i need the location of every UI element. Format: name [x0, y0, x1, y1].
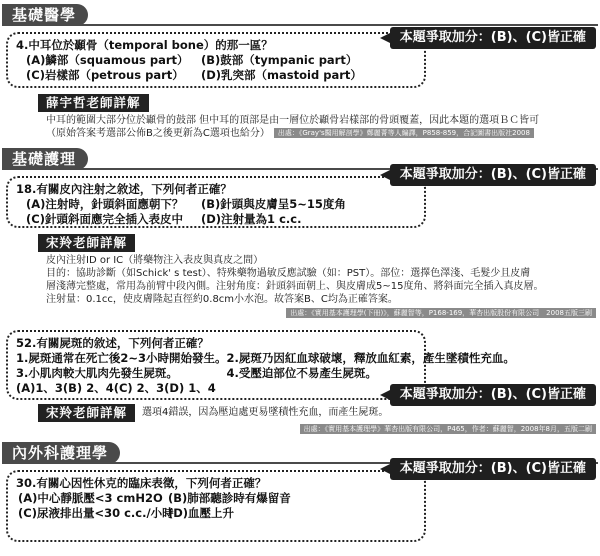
explanation-line: 注射量：0.1cc，使皮膚隆起直徑約0.8cm小水泡。故答案B、C均為正確答案。 [46, 294, 398, 305]
teacher-explanation-tag: 薛宇哲老師詳解 [38, 94, 149, 112]
explanation-line: （原始答案考選部公佈B之後更新為C選項也給分） 出處：《Gray's醫用解剖學》鄭麗菁等人編譯，P858-859，合記圖書出版社2008 [46, 127, 596, 140]
option-a: (A)中心靜脈壓<3 cmH2O [18, 491, 163, 505]
bonus-badge: 本題爭取加分：(B)、(C)皆正確 [390, 164, 596, 186]
option-d: (D)血壓上升 [168, 506, 235, 520]
option-a: (A)鱗部（squamous part） [26, 53, 189, 67]
option-d: (D)乳突部（mastoid part） [201, 68, 362, 82]
answer-choices: (A)1、3(B) 2、4(C) 2、3(D) 1、4 [16, 381, 216, 395]
option-c: (C)針頭斜面應完全插入表皮中 [26, 212, 183, 226]
section-header-basic-medicine [2, 4, 598, 26]
bonus-badge: 本題爭取加分：(B)、(C)皆正確 [390, 458, 596, 480]
question-box-q30 [6, 470, 426, 542]
explanation-text [46, 114, 596, 140]
section-title: 基礎護理 [2, 148, 88, 170]
question-title: 4.中耳位於顳骨（temporal bone）的那一區？ [16, 38, 273, 52]
statement-2: 2.屍斑乃因紅血球破壞，釋放血紅素，產生墜積性充血。 [226, 351, 515, 365]
section-title: 內外科護理學 [2, 442, 120, 464]
question-title: 52.有關屍斑的敘述，下列何者正確？ [16, 336, 209, 350]
source-citation: 出處：《Gray's醫用解剖學》鄭麗菁等人編譯，P858-859，合記圖書出版社2008 [274, 128, 534, 138]
question-options [16, 197, 416, 227]
question-box-q18 [6, 176, 426, 228]
question-title: 30.有關心因性休克的臨床表徵，下列何者正確？ [16, 476, 267, 490]
explanation-line: 層淺薄完整處，常用為前臂中段內側。注射角度：針頭斜面朝上、與皮膚成5~15度角、將斜面完全插入真皮層。 [46, 281, 544, 292]
statement-3: 3.小肌肉較大肌肉先發生屍斑。 [16, 366, 178, 380]
bonus-badge: 本題爭取加分：(B)、(C)皆正確 [390, 27, 596, 49]
bonus-badge: 本題爭取加分：(B)、(C)皆正確 [390, 384, 596, 406]
option-b: (B)針頭與皮膚呈5~15度角 [201, 197, 346, 211]
explanation-line: 中耳的範圍大部分位於顳骨的鼓部 但中耳的頂部是由一層位於顳骨岩樣部的骨頭覆蓋，因此本題的選項ＢＣ皆可 [46, 115, 540, 126]
explanation-text: 選項4錯誤，因為壓迫處更易墜積性充血，而產生屍斑。 [142, 407, 389, 418]
question-options [16, 491, 416, 521]
question-options [16, 351, 515, 381]
teacher-explanation-tag: 宋羚老師詳解 [38, 234, 135, 252]
source-citation: 出處：《實用基本護理學(下冊)》，蘇麗智等，P168-169，華杏出版股份有限公司 2008五版三刷 [286, 308, 596, 318]
statement-1: 1.屍斑通常在死亡後2~3小時開始發生。 [16, 351, 227, 365]
question-options [16, 53, 416, 83]
teacher-explanation-tag: 宋羚老師詳解 [38, 404, 135, 422]
option-c: (C)尿液排出量<30 c.c./小時 [18, 506, 174, 520]
option-c: (C)岩樣部（petrous part） [26, 68, 184, 82]
option-a: (A)注射時，針頭斜面應朝下？ [26, 197, 184, 211]
explanation-line: 皮內注射ID or IC（將藥物注入表皮與真皮之間） [46, 255, 264, 266]
source-citation: 出處：《實用基本護理學》華杏出版有限公司，P465，作者：蘇麗智，2008年8月，五版二刷 [300, 424, 596, 434]
section-divider [2, 24, 598, 26]
section-title: 基礎醫學 [2, 4, 88, 26]
question-title: 18.有關皮內注射之敘述，下列何者正確？ [16, 182, 232, 196]
question-box-q4 [6, 32, 426, 88]
option-b: (B)肺部聽診時有爆留音 [168, 491, 291, 505]
explanation-text [46, 254, 596, 306]
statement-4: 4.受壓迫部位不易產生屍斑。 [226, 366, 377, 380]
option-b: (B)鼓部（tympanic part） [201, 53, 358, 67]
option-d: (D)注射量為1 c.c. [201, 212, 302, 226]
explanation-line: 目的：協助診斷（如Schick' s test）、特殊藥物過敏反應試驗（如：PST）。部位：選擇色澤淺、毛髮少且皮膚 [46, 268, 531, 279]
